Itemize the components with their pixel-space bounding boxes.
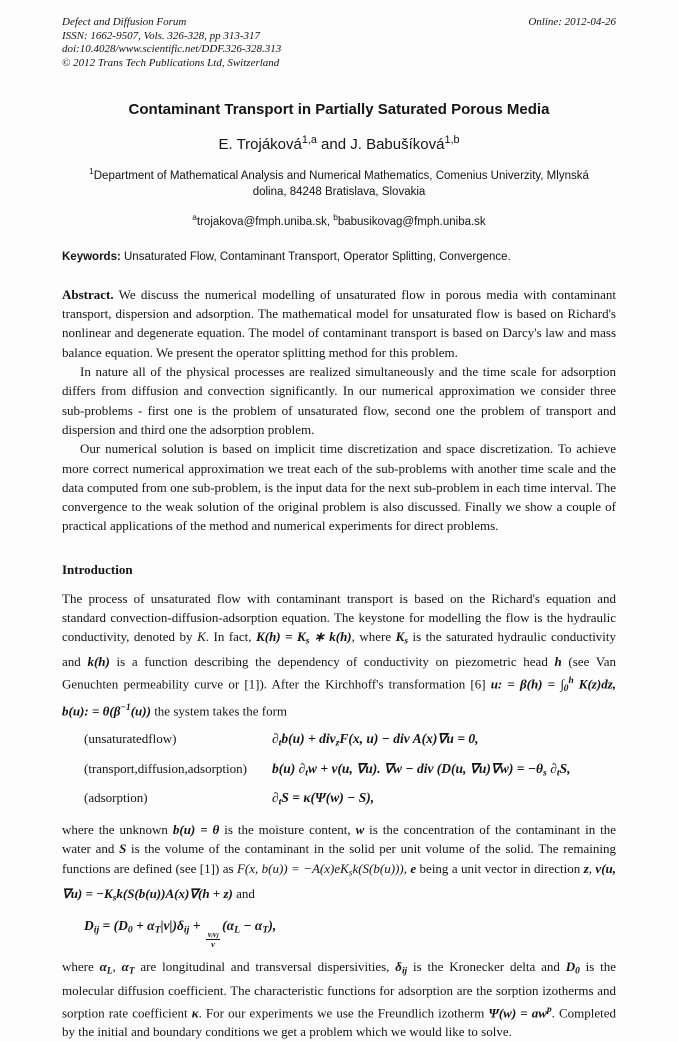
- copyright-line: © 2012 Trans Tech Publications Ltd, Switzerland: [62, 56, 280, 69]
- equation-block: [62, 727, 616, 815]
- abstract-paragraph-1: [62, 285, 616, 362]
- equation-row-unsaturated-flow: [62, 727, 616, 756]
- affiliation: $^1$Department of Mathematical Analysis and Numerical Mathematics, Comenius Univerzity, Mlynská dolina, 84248 Bratislava, Slovakia: [89, 167, 589, 198]
- abstract-paragraph-3: Our numerical solution is based on implicit time discretization and space discretization. To achieve more correct numerical approximation we treat each of the sub-problems with another time scale and the data computed from one sub-problem, is the input data for the next sub-problem in each time interval. The convergence to the weak solution of the original problem is also discussed. Finally we show a couple of practical applications of the method and numerical experiments for direct problems.: [62, 441, 616, 534]
- keywords-label: Keywords:: [62, 250, 121, 263]
- author-emails: $^a$trojakova@fmph.uniba.sk, $^b$babusikovag@fmph.uniba.sk: [192, 213, 486, 228]
- equation-row-adsorption: [62, 786, 616, 815]
- keywords-text: Unsaturated Flow, Contaminant Transport, Operator Splitting, Convergence.: [120, 250, 511, 263]
- header-left: [62, 16, 281, 70]
- paper-title: Contaminant Transport in Partially Saturated Porous Media: [128, 101, 550, 118]
- equation-row-transport: [62, 757, 616, 786]
- introduction-paragraph-3: where $\alpha_L$, $\alpha_T$ are longitudinal and transversal dispersivities, $\delta_{ij}$ is the Kronecker delta and $D_0$ is the molecular diffusion coefficient. The characteristic functions for adsorption are the sorption izotherms and sorption rate coefficient κ. For our experiments we use the Freundlich izotherm $\Psi(w) = aw^p$. Completed by the initial and boundary conditions we get a problem which we would like to solve.: [62, 958, 616, 1040]
- abstract-text-1: We discuss the numerical modelling of unsaturated flow in porous media with contaminant transport, dispersion and adsorption. The mathematical model for unsaturated flow is based on Richard's nonlinear and degenerate equation. The model of contaminant transport is based on Darcy's law and mass balance equation. We present the operator splitting method for this problem.: [62, 286, 616, 360]
- abstract-label: Abstract.: [62, 286, 114, 302]
- keywords-line: [62, 251, 616, 263]
- equation-label: (transport,diffusion,adsorption): [84, 760, 247, 776]
- equation-label: (unsaturatedflow): [84, 731, 177, 747]
- equation-body: $\partial_tS = \kappa(\Psi(w) - S)$,: [272, 789, 375, 808]
- issn-line: ISSN: 1662-9507, Vols. 326-328, pp 313-317: [62, 29, 260, 42]
- online-date: Online: 2012-04-26: [528, 16, 616, 28]
- introduction-paragraph-1: The process of unsaturated flow with contaminant transport is based on the Richard's equation and standard convection-diffusion-adsorption equation. The keystone for modelling the flow is the hydraulic conductivity, denoted by K. In fact, $K(h) = K_s$ ∗ k(h), where $K_s$ is the saturated hydraulic conductivity and k(h) is a function describing the dependency of conductivity on piezometric head h (see Van Genuchten permeability curve or [1]). After the Kirchhoff's transformation [6] u: = $\beta(h) = \int_0^h$ K(z)dz, b(u): = $\theta(\beta^{-1}(u))$ the system takes the form: [62, 590, 617, 719]
- section-heading-introduction: Introduction: [62, 561, 133, 577]
- equation-body: b(u) $\partial_tw + v(u$, ∇u). ∇w − div (D(u, $\nabla u)\nabla w) = -\theta_s$ $\partial_tS$,: [272, 760, 571, 779]
- authors-line: E. Trojáková$^{1,a}$ and J. Babušíková$^{1,b}$: [218, 134, 460, 153]
- equation-body: $\partial_tb(u) + div_zF(x$, u) − div A(x)∇u = 0,: [272, 731, 479, 750]
- introduction-paragraph-2: where the unknown b(u) = θ is the moisture content, w is the concentration of the contaminant in the water and S is the volume of the contaminant in the solid per unit volume of the solid. The remaining functions are defined (see [1]) as F(x, $b(u)) = -A(x)eK_sk(S(b(u)))$, e being a unit vector in direction z, v(u, $\nabla u) = -K_sk(S(b(u))A(x)\nabla(h + z)$ and: [62, 822, 617, 904]
- equation-label: (adsorption): [84, 789, 148, 805]
- journal-name: Defect and Diffusion Forum: [62, 16, 187, 28]
- abstract-paragraph-2: In nature all of the physical processes are realized simultaneously and the time scale for adsorption differs from diffusion and convection significantly. In our numerical approximation we consider three sub-problems - first one is the problem of unsaturated flow, second one the problem of transport and dispersion and third one the adsorption problem.: [62, 364, 616, 437]
- doi-line: doi:10.4028/www.scientific.net/DDF.326-328.313: [62, 43, 282, 55]
- fraction: $\frac{\text{vᵢvⱼ}}{v}$: [207, 930, 219, 950]
- dispersion-tensor-equation: $D_{ij} = (D_0 + \alpha_T|v|)\delta_{ij}$ + $\frac{\text{vᵢvⱼ}}{v}$ $(\alpha_L - \alpha_T)$,: [84, 918, 277, 950]
- page-header: [62, 16, 616, 70]
